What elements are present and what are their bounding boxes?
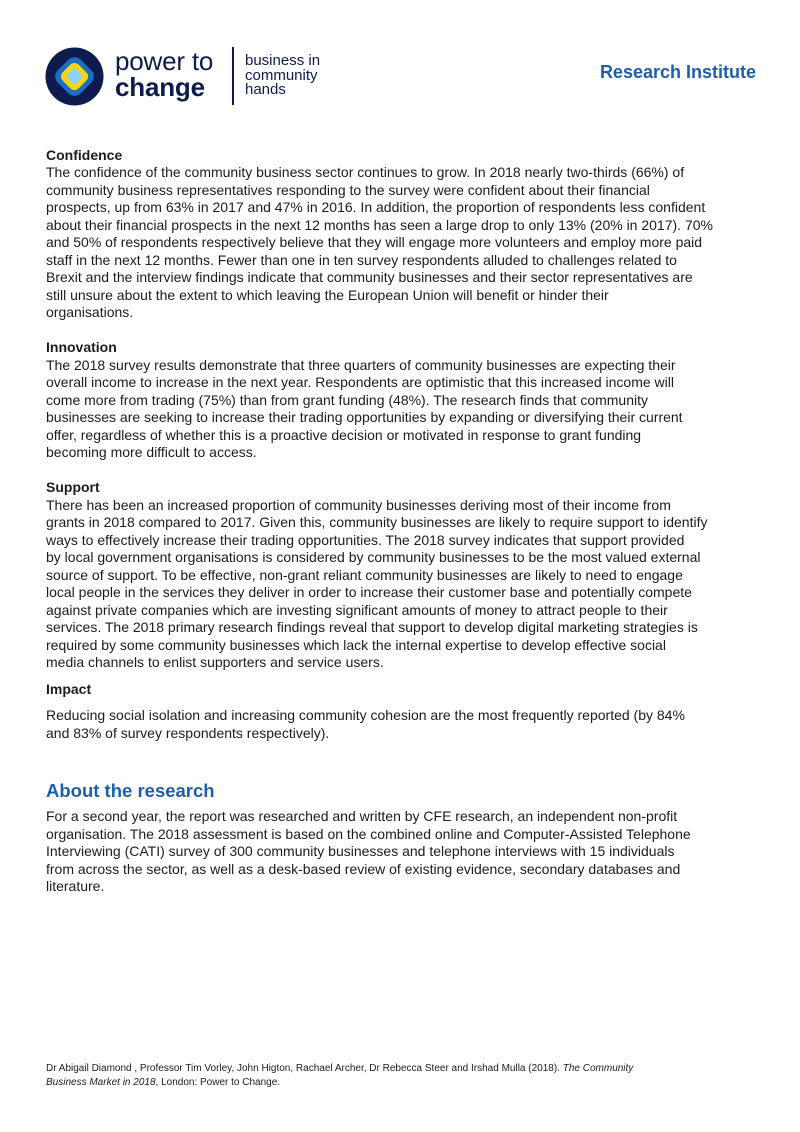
impact-heading-block [46,681,91,699]
confidence-text-line: prospects, up from 63% in 2017 and 47% in 2016. In addition, the proportion of respondents less confident [46,199,706,215]
brand-tagline [245,54,320,98]
brand-wordmark [115,48,213,100]
tagline-line: community [245,66,318,84]
innovation-text-line: offer, regardless of whether this is a proactive decision or motivated in response to grant funding [46,426,642,443]
innovation-text-line: overall income to increase in the next year. Respondents are optimistic that this increased income will [46,374,674,390]
citation-footer [46,1062,633,1090]
citation-title-part-1: The Community [562,1063,634,1074]
about-text-line: from across the sector, as well as a desk-based review of existing evidence, secondary databases and [46,860,681,877]
confidence-text-line: Brexit and the interview findings indicate that community businesses and their sector representatives are [46,269,693,285]
tagline-line: business in [245,52,321,69]
innovation-text-line: The 2018 survey results demonstrate that three quarters of community businesses are expecting their [46,356,676,373]
innovation-section [46,339,683,462]
innovation-heading: Innovation [46,339,117,355]
confidence-text-line: still unsure about the extent to which leaving the European Union will benefit or hinder their [46,286,609,303]
innovation-text-line: come more from trading (75%) than from grant funding (48%). The research finds that community [46,391,649,408]
innovation-text-line: businesses are seeking to increase their trading opportunities by expanding or diversifying their current [46,409,683,425]
support-text-line: grants in 2018 compared to 2017. Given this, community businesses are likely to require support to identify [46,514,708,530]
about-text-line: literature. [46,878,105,894]
confidence-section [46,147,713,322]
about-research-paragraph [46,808,691,896]
wordmark-line-1: power to [115,46,214,76]
impact-heading: Impact [46,680,92,697]
support-text-line: required by some community businesses which lack the internal expertise to develop effective social [46,636,666,653]
about-research-heading: About the research [46,780,215,801]
citation-line-1 [46,1062,633,1076]
innovation-text-line: becoming more difficult to access. [46,444,257,460]
header-divider [232,47,234,105]
support-text-line: services. The 2018 primary research findings reveal that support to develop digital marketing strategies is [46,619,698,635]
about-text-line: Interviewing (CATI) survey of 300 community businesses and telephone interviews with 15 individuals [46,843,675,859]
citation-authors: Dr Abigail Diamond , Professor Tim Vorley, John Higton, Rachael Archer, Dr Rebecca Steer and Irshad Mulla (2018). [46,1063,563,1074]
citation-publisher: , London: Power to Change. [155,1077,281,1088]
confidence-text-line: staff in the next 12 months. Fewer than one in ten survey respondents alluded to challenges related to [46,251,677,268]
support-text-line: media channels to enlist supporters and service users. [46,654,384,670]
confidence-text-line: community business representatives responding to the survey were confident about their financial [46,181,650,198]
confidence-text-line: about their financial prospects in the next 12 months has seen a large drop to only 13% (20% in 2017). 70% [46,216,713,233]
support-heading: Support [46,479,100,495]
wordmark-line-2: change [115,72,205,102]
confidence-text-line: and 50% of respondents respectively believe that they will engage more volunteers and employ more paid [46,234,703,250]
impact-text-line: Reducing social isolation and increasing community cohesion are the most frequently reported (by 84% [46,707,685,723]
support-section [46,479,707,672]
confidence-heading: Confidence [46,146,123,163]
confidence-text-line: The confidence of the community business sector continues to grow. In 2018 nearly two-thirds (66%) of [46,164,685,180]
support-text-line: local people in the services they deliver in order to increase their customer base and potentially compete [46,584,692,600]
about-text-line: organisation. The 2018 assessment is based on the combined online and Computer-Assisted Telephone [46,825,691,842]
power-to-change-logo-icon [45,47,104,106]
citation-title-part-2: Business Market in 2018 [46,1077,156,1088]
impact-paragraph [46,707,685,742]
support-text-line: source of support. To be effective, non-grant reliant community businesses are likely to need to engage [46,566,683,583]
support-text-line: against private companies which are investing significant amounts of money to attract people to their [46,601,668,618]
impact-text-line: and 83% of survey respondents respectively). [46,724,330,741]
support-text-line: There has been an increased proportion of community businesses deriving most of their income from [46,496,671,513]
about-text-line: For a second year, the report was researched and written by CFE research, an independent non-profit [46,808,678,824]
confidence-text-line: organisations. [46,304,134,320]
support-text-line: by local government organisations is considered by community businesses to be the most valued external [46,549,701,565]
support-text-line: ways to effectively increase their trading opportunities. The 2018 survey indicates that support provided [46,531,685,548]
tagline-line: hands [245,81,286,98]
research-institute-title: Research Institute [599,62,756,82]
citation-line-2 [46,1076,633,1090]
